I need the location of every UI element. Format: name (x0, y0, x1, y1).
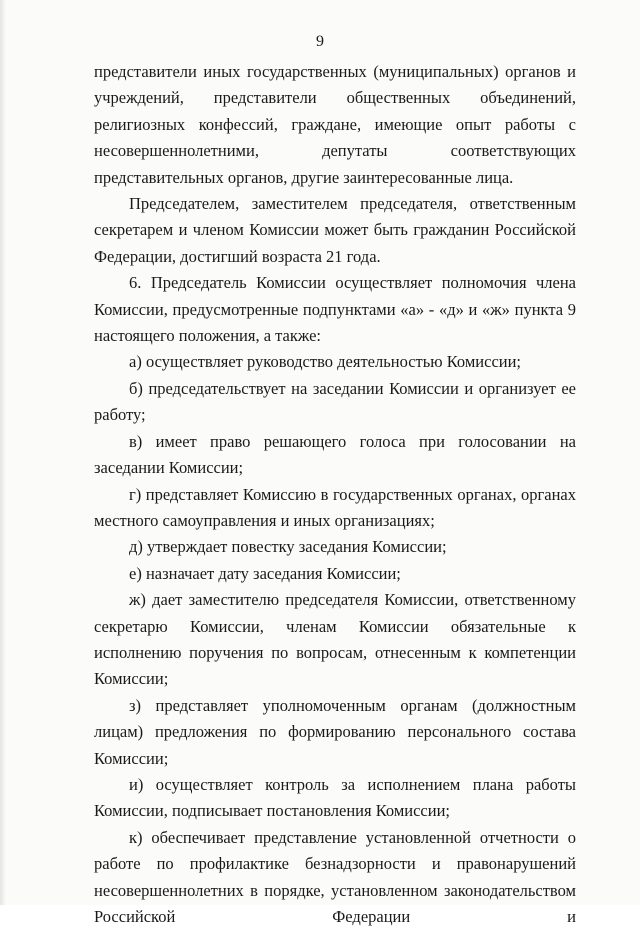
list-item-k: к) обеспечивает представление установленной отчетности о работе по профилактике безнадзорности и правонарушений несовершеннолетних в порядке, установленном законодательством Российской Федерации и (94, 827, 576, 926)
paragraph-continuation: представители иных государственных (муниципальных) органов и учреждений, представители общественных объединений, религиозных конфессий, граждане, имеющие опыт работы с несовершеннолетними, депутаты соответствующих представительных органов, другие заинтересованные лица. (94, 62, 576, 187)
list-item-g: г) представляет Комиссию в государственных органах, органах местного самоуправления и иных организациях; (94, 484, 576, 530)
paragraph-item-6: 6. Председатель Комиссии осуществляет полномочия члена Комиссии, предусмотренные подпунктами «а» - «д» и «ж» пункта 9 настоящего положения, а также: (94, 273, 576, 346)
list-item-e: е) назначает дату заседания Комиссии; (129, 563, 401, 583)
list-item-a: а) осуществляет руководство деятельностью Комиссии; (129, 352, 522, 372)
list-item-z: з) представляет уполномоченным органам (должностным лицам) предложения по формированию персонального состава Комиссии; (94, 695, 576, 768)
list-item-v: в) имеет право решающего голоса при голосовании на заседании Комиссии; (94, 431, 576, 478)
list-item-b: б) председательствует на заседании Комиссии и организует ее работу; (94, 378, 576, 425)
list-item-i: и) осуществляет контроль за исполнением плана работы Комиссии, подписывает постановления Комиссии; (94, 774, 576, 821)
scan-edge (0, 0, 6, 905)
page-number: 9 (316, 33, 324, 50)
document-body (94, 59, 576, 930)
paragraph-chairman-eligibility: Председателем, заместителем председателя, ответственным секретарем и членом Комиссии может быть гражданин Российской Федерации, достигший возраста 21 года. (94, 194, 576, 266)
list-item-d: д) утверждает повестку заседания Комиссии; (129, 537, 447, 557)
list-item-zh: ж) дает заместителю председателя Комиссии, ответственному секретарю Комиссии, членам Комиссии обязательные к исполнению поручения по вопросам, отнесенным к компетенции Комиссии; (94, 590, 576, 689)
